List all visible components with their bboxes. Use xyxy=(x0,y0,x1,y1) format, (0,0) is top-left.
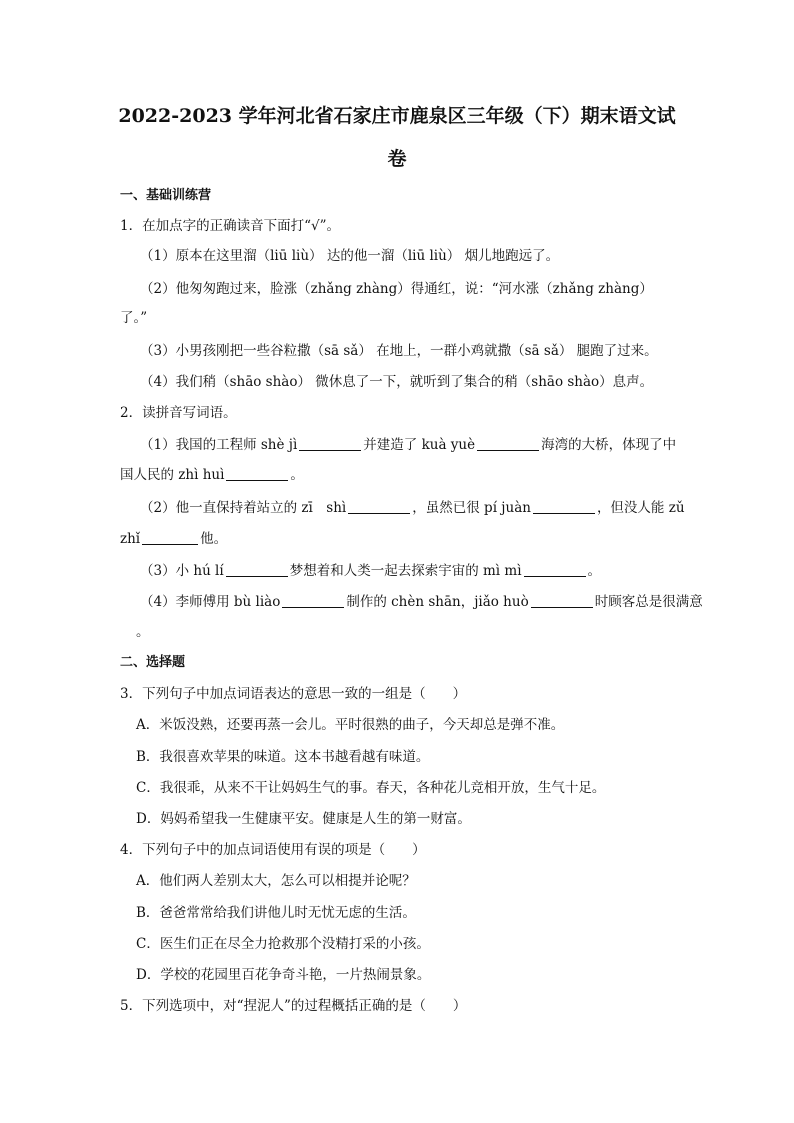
question-3-stem: 3．下列句子中加点词语表达的意思一致的一组是（ ） xyxy=(120,686,467,702)
question-2-line-2 xyxy=(120,465,304,485)
question-2-stem: 2．读拼音写词语。 xyxy=(120,405,237,421)
question-4-option-a[interactable]: A．他们两人差别太大，怎么可以相提并论呢？ xyxy=(136,873,416,889)
question-4-stem: 4．下列句子中的加点词语使用有误的项是（ ） xyxy=(120,842,426,858)
question-2-line-4 xyxy=(120,529,227,549)
q2-text: 国人民的 zhì huì xyxy=(120,467,225,483)
answer-blank[interactable] xyxy=(531,593,593,608)
question-3-option-d[interactable]: D．妈妈希望我一生健康平安。健康是人生的第一财富。 xyxy=(136,811,471,827)
question-4-option-d[interactable]: D．学校的花园里百花争奇斗艳，一片热闹景象。 xyxy=(136,967,431,983)
answer-blank[interactable] xyxy=(142,530,198,545)
question-4-option-c[interactable]: C．医生们正在尽全力抢救那个没精打采的小孩。 xyxy=(136,936,430,952)
question-3-option-b[interactable]: B．我很喜欢苹果的味道。这本书越看越有味道。 xyxy=(136,749,430,765)
q2-text: （3）小 hú lí xyxy=(140,563,224,579)
document-title-line-1: 2022-2023 学年河北省石家庄市鹿泉区三年级（下）期末语文试 xyxy=(118,105,676,127)
q2-text: （1）我国的工程师 shè jì xyxy=(140,437,298,453)
question-2-line-7: 。 xyxy=(136,624,150,640)
question-1-stem: 1．在加点字的正确读音下面打“√”。 xyxy=(120,218,340,234)
answer-blank[interactable] xyxy=(533,499,595,514)
q2-text: zhǐ xyxy=(120,531,141,547)
q2-text: 他。 xyxy=(200,531,228,547)
answer-blank[interactable] xyxy=(226,466,288,481)
q2-text: （2）他一直保持着站立的 zī shì xyxy=(140,500,347,516)
answer-blank[interactable] xyxy=(524,562,586,577)
question-2-line-5 xyxy=(140,561,601,581)
q2-text: （4）李师傅用 bù liào xyxy=(140,594,281,610)
q2-text: ，但没人能 zǔ xyxy=(596,500,685,516)
answer-blank[interactable] xyxy=(348,499,410,514)
q2-text: 并建造了 kuà yuè xyxy=(363,437,476,453)
q2-text: 时顾客总是很满意 xyxy=(594,594,703,610)
answer-blank[interactable] xyxy=(226,562,288,577)
section-heading-basic: 一、基础训练营 xyxy=(120,188,212,203)
question-2-line-6 xyxy=(140,592,703,612)
question-1-item-2-cont: 了。” xyxy=(120,310,148,326)
question-1-item-3: （3）小男孩刚把一些谷粒撒（sā sǎ） 在地上，一群小鸡就撒（sā sǎ） 腿跑了过来。 xyxy=(140,343,658,359)
answer-blank[interactable] xyxy=(299,436,361,451)
question-1-item-2: （2）他匆匆跑过来，脸涨（zhǎng zhàng）得通红，说：“河水涨（zhǎng zhàng） xyxy=(140,281,653,297)
question-2-line-3 xyxy=(140,498,685,518)
question-2-line-1 xyxy=(140,435,676,455)
answer-blank[interactable] xyxy=(282,593,344,608)
document-title-line-2: 卷 xyxy=(387,148,407,170)
q2-text: 海湾的大桥，体现了中 xyxy=(541,437,677,453)
question-1-item-1: （1）原本在这里溜（liū liù） 达的他一溜（liū liù） 烟儿地跑远了。 xyxy=(140,248,560,264)
question-3-option-c[interactable]: C．我很乖，从来不干让妈妈生气的事。春天，各种花儿竞相开放，生气十足。 xyxy=(136,780,606,796)
section-heading-choice: 二、选择题 xyxy=(120,655,186,670)
question-5-stem: 5．下列选项中，对“捏泥人”的过程概括正确的是（ ） xyxy=(120,998,467,1014)
answer-blank[interactable] xyxy=(477,436,539,451)
q2-text: 。 xyxy=(290,467,304,483)
question-3-option-a[interactable]: A．米饭没熟，还要再蒸一会儿。平时很熟的曲子，今天却总是弹不准。 xyxy=(136,717,565,733)
q2-text: ，虽然已很 pí juàn xyxy=(412,500,531,516)
q2-text: 。 xyxy=(587,563,602,579)
q2-text: 梦想着和人类一起去探索宇宙的 mì mì xyxy=(289,563,522,579)
question-1-item-4: （4）我们稍（shāo shào） 微休息了一下，就听到了集合的稍（shāo shào）息声。 xyxy=(140,374,654,390)
q2-text: 制作的 chèn shān，jiǎo huò xyxy=(346,594,529,610)
question-4-option-b[interactable]: B．爸爸常常给我们讲他儿时无忧无虑的生活。 xyxy=(136,905,416,921)
